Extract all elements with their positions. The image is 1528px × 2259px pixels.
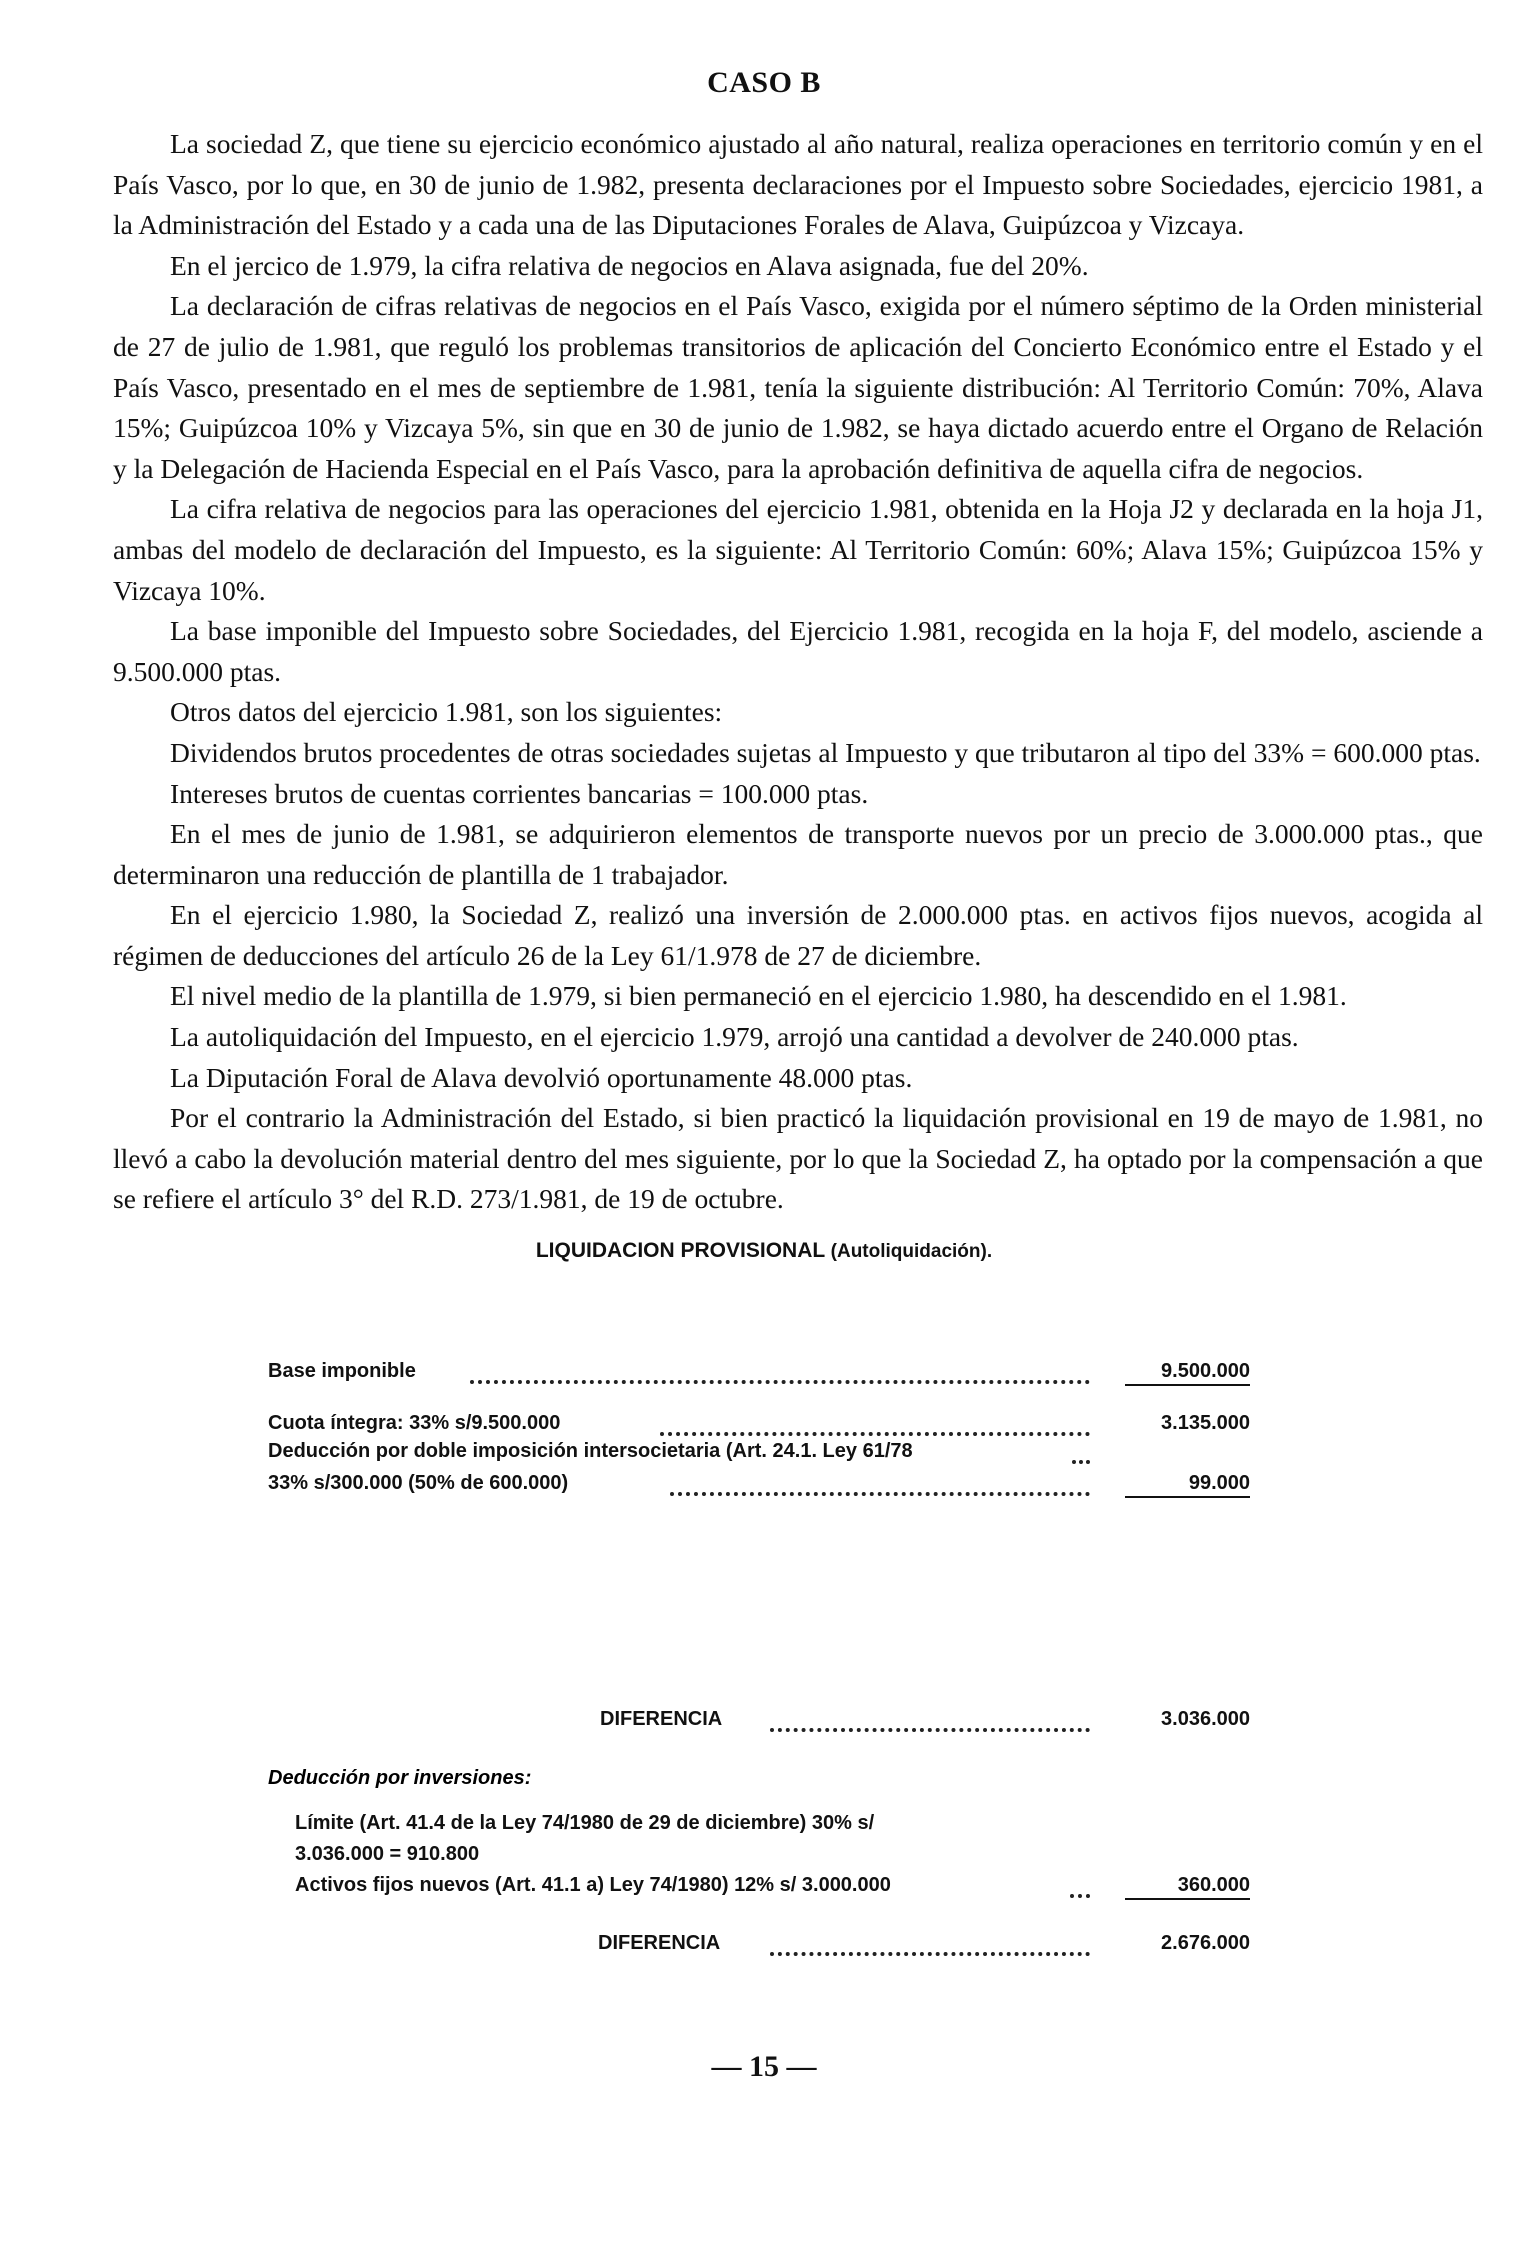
activos-value: 360.000 [1125, 1874, 1250, 1900]
paragraph: En el jercico de 1.979, la cifra relativa de negocios en Alava asignada, fue del 20%. [170, 249, 1089, 281]
liquidacion-title-sub: (Autoliquidación). [830, 1241, 993, 1262]
diferencia-2-value: 2.676.000 [1161, 1932, 1250, 1954]
deduccion-row-2 [0, 1472, 1528, 1502]
case-heading: CASO B [707, 66, 821, 99]
liquidacion-title-main: LIQUIDACION PROVISIONAL [535, 1239, 825, 1262]
base-value: 9.500.000 [1125, 1360, 1250, 1386]
leader-dots [1070, 1874, 1090, 1898]
paragraph: Intereses brutos de cuentas corrientes bancarias = 100.000 ptas. [170, 777, 869, 809]
limite-line-1 [295, 1812, 874, 1835]
paragraph: En el ejercicio 1.980, la Sociedad Z, realizó una inversión de 2.000.000 ptas. en activos fijos nuevos, acogida al régimen de deducciones del artículo 26 de la Ley 61/1.978 de 27 de diciembre. [113, 899, 1483, 971]
diferencia-1-line [0, 1708, 1528, 1738]
paragraph: Por el contrario la Administración del Estado, si bien practicó la liquidación provisional en 19 de mayo de 1.981, no llevó a cabo la devolución material dentro del mes siguiente, por lo que la Sociedad Z, ha optado por la compensación a que se refiere el artículo 3° del R.D. 273/1.981, de 19 de octubre. [113, 1102, 1483, 1215]
paragraph: La cifra relativa de negocios para las operaciones del ejercicio 1.981, obtenida en la Hoja J2 y declarada en la hoja J1, ambas del modelo de declaración del Impuesto, es la siguiente: Al Territorio Común: 60%; Alava 15%; Guipúzcoa 15% y Vizcaya 10%. [113, 493, 1483, 606]
deduccion-label-2: 33% s/300.000 (50% de 600.000) [268, 1472, 569, 1494]
paragraph: La autoliquidación del Impuesto, en el ejercicio 1.979, arrojó una cantidad a devolver de 240.000 ptas. [170, 1021, 1299, 1053]
page-number: — 15 — [711, 2050, 817, 2083]
paragraph: La Diputación Foral de Alava devolvió oportunamente 48.000 ptas. [170, 1061, 913, 1093]
case-body [113, 124, 1483, 1220]
cuota-row [0, 1412, 1528, 1442]
cuota-value: 3.135.000 [1161, 1412, 1250, 1434]
base-row [0, 1360, 1528, 1390]
leader-dots [470, 1360, 1090, 1384]
diferencia-1-value: 3.036.000 [1161, 1708, 1250, 1730]
activos-row [0, 1874, 1528, 1904]
leader-dots [660, 1412, 1090, 1436]
paragraph: Otros datos del ejercicio 1.981, son los siguientes: [170, 696, 723, 728]
liquidacion-title [0, 1239, 1528, 1263]
paragraph: La base imponible del Impuesto sobre Sociedades, del Ejercicio 1.981, recogida en la hoja F, del modelo, asciende a 9.500.000 ptas. [113, 615, 1483, 687]
cuota-label: Cuota íntegra: 33% s/9.500.000 [268, 1412, 561, 1434]
diferencia-1-label: DIFERENCIA [600, 1708, 723, 1730]
leader-dots [770, 1932, 1090, 1956]
leader-dots [670, 1472, 1090, 1496]
diferencia-2-row [0, 1932, 1528, 1962]
paragraph: En el mes de junio de 1.981, se adquirieron elementos de transporte nuevos por un precio de 3.000.000 ptas., que determinaron una reducción de plantilla de 1 trabajador. [113, 818, 1483, 890]
diferencia-2-label: DIFERENCIA [598, 1932, 721, 1954]
paragraph: El nivel medio de la plantilla de 1.979, si bien permaneció en el ejercicio 1.980, ha descendido en el 1.981. [170, 980, 1347, 1012]
deduccion-row-1 [0, 1440, 1528, 1470]
paragraph: La sociedad Z, que tiene su ejercicio económico ajustado al año natural, realiza operaciones en territorio común y en el País Vasco, por lo que, en 30 de junio de 1.982, presenta declaraciones por el Impuesto sobre Sociedades, ejercicio 1981, a la Administración del Estado y a cada una de las Diputaciones Forales de Alava, Guipúzcoa y Vizcaya. [113, 128, 1483, 241]
inversiones-title: Deducción por inversiones: [268, 1767, 532, 1789]
deduccion-value: 99.000 [1125, 1472, 1250, 1498]
limite-label-1: Límite (Art. 41.4 de la Ley 74/1980 de 29 de diciembre) 30% s/ [295, 1812, 875, 1834]
limite-label-2: 3.036.000 = 910.800 [295, 1843, 480, 1865]
activos-label: Activos fijos nuevos (Art. 41.1 a) Ley 74/1980) 12% s/ 3.000.000 [295, 1874, 891, 1896]
leader-dots [770, 1708, 1090, 1732]
deduccion-label-1: Deducción por doble imposición intersocietaria (Art. 24.1. Ley 61/78 [268, 1440, 913, 1462]
paragraph: Dividendos brutos procedentes de otras sociedades sujetas al Impuesto y que tributaron al tipo del 33% = 600.000 ptas. [170, 736, 1481, 768]
leader-dots [1072, 1440, 1090, 1464]
base-label: Base imponible [268, 1360, 416, 1382]
limite-line-2 [295, 1843, 479, 1866]
paragraph: La declaración de cifras relativas de negocios en el País Vasco, exigida por el número séptimo de la Orden ministerial de 27 de julio de 1.981, que reguló los problemas transitorios de aplicación del Concierto Económico entre el Estado y el País Vasco, presentado en el mes de septiembre de 1.981, tenía la siguiente distribución: Al Territorio Común: 70%, Alava 15%; Guipúzcoa 10% y Vizcaya 5%, sin que en 30 de junio de 1.982, se haya dictado acuerdo entre el Organo de Relación y la Delegación de Hacienda Especial en el País Vasco, para la aprobación definitiva de aquella cifra de negocios. [113, 290, 1483, 484]
